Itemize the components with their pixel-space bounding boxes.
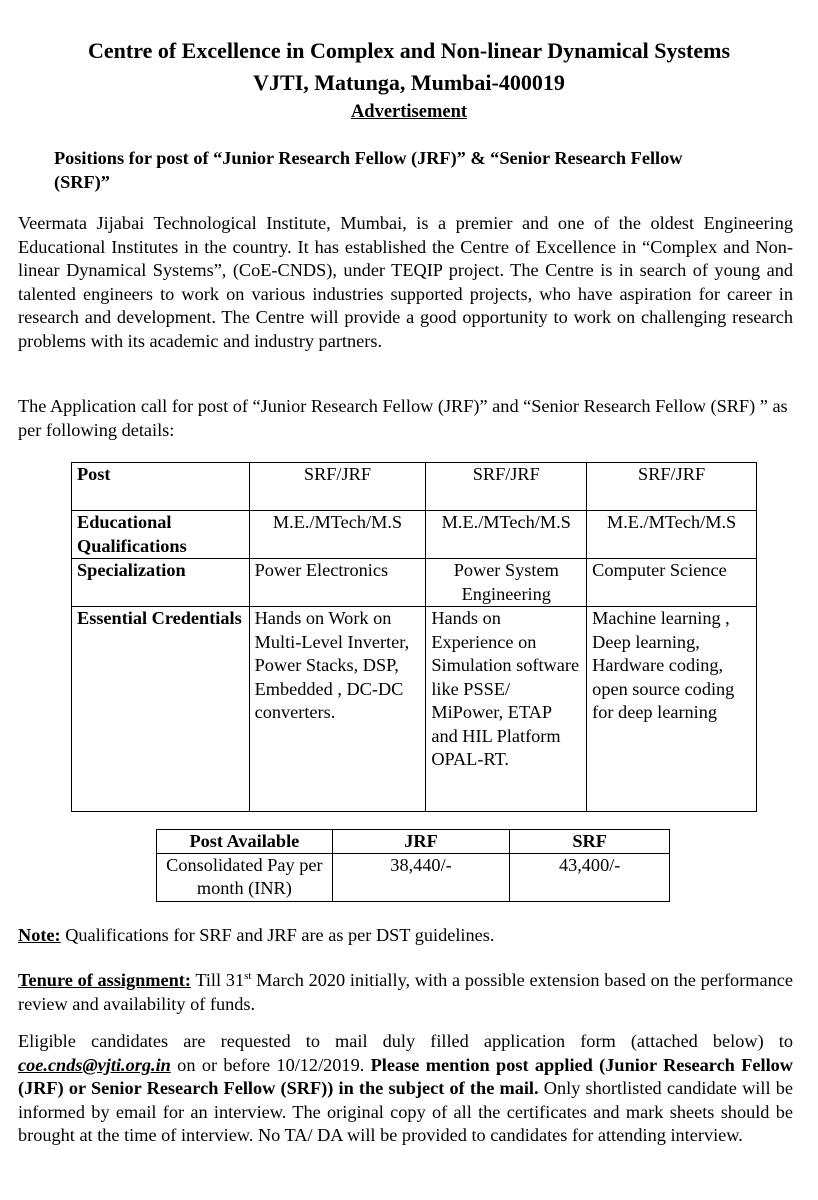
note-text: Qualifications for SRF and JRF are as per DST guidelines. [60,925,495,945]
eligibility-text-1: Eligible candidates are requested to mail duly filled application form (attached below) to [18,1031,793,1051]
positions-table [71,462,757,812]
table-row-post [72,463,757,511]
cell-credentials-1: Hands on Work on Multi-Level Inverter, Power Stacks, DSP, Embedded , DC-DC converters. [249,607,426,812]
tenure-label: Tenure of assignment: [18,970,191,991]
intro-paragraph: Veermata Jijabai Technological Institute, Mumbai, is a premier and one of the oldest Engineering Educational Institutes in the country. It has established the Centre of Excellence in “Complex and Non-linear Dynamical Systems”, (CoE-CNDS), under TEQIP project. The Centre is in search of young and talented engineers to work on various industries supported projects, who have aspiration for career in research and development. The Centre will provide a good opportunity to work on challenging research problems with its academic and industry partners. [18,213,793,351]
cell-credentials-2: Hands on Experience on Simulation software like PSSE/ MiPower, ETAP and HIL Platform OPAL-RT. [426,607,587,812]
pay-table-header [157,830,670,854]
eligibility-text-3: Only shortlisted candidate will be informed by email for an interview. The original copy of all the certificates and mark sheets should be brought at the time of interview. No TA/ DA will be provided to candidates for attending interview. [18,1078,793,1145]
pay-row-label: Consolidated Pay per month (INR) [157,854,333,902]
org-address: VJTI, Matunga, Mumbai-400019 [253,70,565,95]
cell-specialization-1: Power Electronics [249,559,426,607]
cell-specialization-3: Computer Science [587,559,757,607]
advertisement-label: Advertisement [350,102,468,122]
table-row-specialization [72,559,757,607]
positions-title [54,146,794,194]
positions-title-line1: Positions for post of “Junior Research Fellow (JRF)” & “Senior Research Fellow [54,148,683,168]
row-label-credentials: Essential Credentials [72,607,250,812]
tenure-text-1: Till 31 [190,970,245,991]
pay-header-srf: SRF [510,830,670,854]
eligibility-bold-text: Please mention post applied (Junior Research Fellow (JRF) or Senior Research Fellow (SRF)) in the subject of the mail. [18,1054,793,1098]
pay-header-post: Post Available [157,830,333,854]
tenure-paragraph [18,965,793,1016]
cell-credentials-3: Machine learning , Deep learning, Hardware coding, open source coding for deep learning [587,607,757,812]
application-call: The Application call for post of “Junior Research Fellow (JRF)” and “Senior Research Fellow (SRF) ” as per following details: [18,396,788,440]
eligibility-paragraph [18,1030,793,1148]
pay-jrf-value: 38,440/- [332,854,510,902]
note-label: Note: [18,925,61,945]
cell-post-2: SRF/JRF [426,463,587,511]
cell-education-2: M.E./MTech/M.S [426,511,587,559]
pay-header-jrf: JRF [332,830,510,854]
pay-srf-value: 43,400/- [510,854,670,902]
tenure-sup: st [244,970,252,982]
cell-specialization-2: Power System Engineering [426,559,587,607]
table-row-education [72,511,757,559]
note-paragraph [18,924,793,948]
cell-education-3: M.E./MTech/M.S [587,511,757,559]
row-label-education: Educational Qualifications [72,511,250,559]
table-row-credentials [72,607,757,812]
cell-post-1: SRF/JRF [249,463,426,511]
org-title: Centre of Excellence in Complex and Non-linear Dynamical Systems [87,38,731,63]
cell-post-3: SRF/JRF [587,463,757,511]
eligibility-text-2: on or before 10/12/2019. [170,1054,371,1075]
tenure-text-2: March 2020 initially, with a possible extension based on the performance review and availability of funds. [18,970,793,1014]
advertisement-heading [0,102,818,123]
row-label-post: Post [72,463,250,511]
pay-table [156,829,670,902]
row-label-specialization: Specialization [72,559,250,607]
cell-education-1: M.E./MTech/M.S [249,511,426,559]
pay-table-row [157,854,670,902]
positions-title-line2: (SRF)” [54,172,110,192]
email-link[interactable]: coe.cnds@vjti.org.in [18,1054,171,1075]
